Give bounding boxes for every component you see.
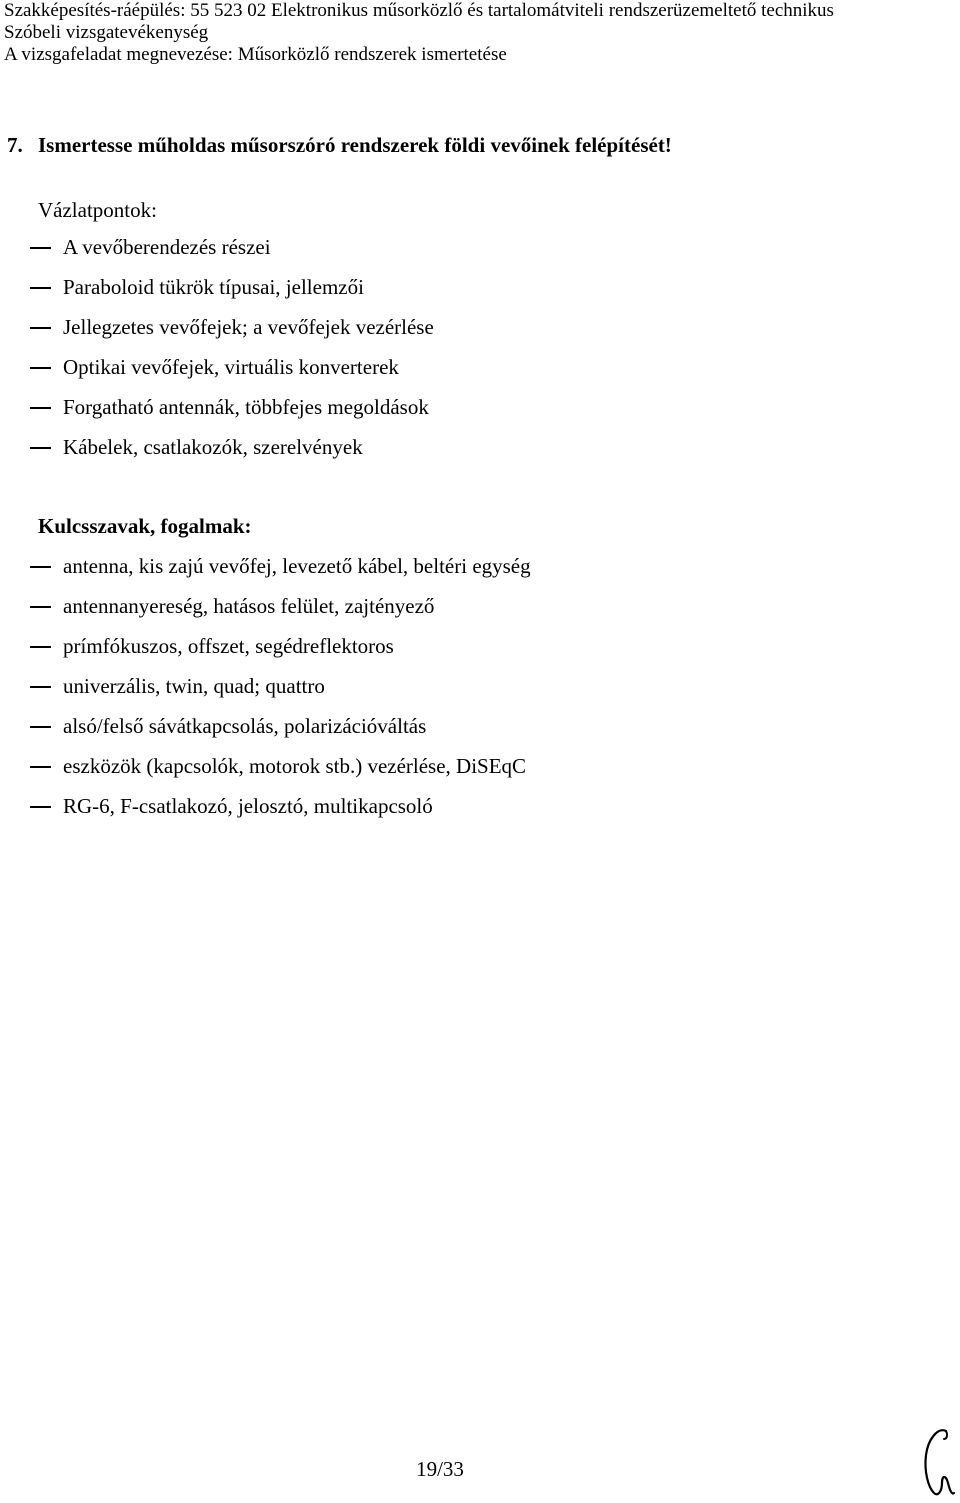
list-item-text: A vevőberendezés részei (63, 235, 271, 259)
dash-bullet (30, 287, 51, 289)
list-item-text: eszközök (kapcsolók, motorok stb.) vezérlése, DiSEqC (63, 754, 527, 778)
list-item-text: Jellegzetes vevőfejek; a vevőfejek vezérlése (63, 315, 434, 339)
list-item-text: Optikai vevőfejek, virtuális konverterek (63, 355, 399, 379)
list-item-text: Kábelek, csatlakozók, szerelvények (63, 435, 363, 459)
dash-bullet (30, 646, 51, 648)
dash-bullet (30, 367, 51, 369)
dash-bullet (30, 407, 51, 409)
question-title (7, 132, 672, 158)
dash-bullet (30, 447, 51, 449)
header-exam-task: A vizsgafeladat megnevezése: Műsorközlő rendszerek ismertetése (4, 44, 507, 65)
question-number: 7. (7, 133, 23, 157)
dash-bullet (30, 726, 51, 728)
list-item-text: antenna, kis zajú vevőfej, levezető kábel, beltéri egység (63, 554, 531, 578)
page-header (4, 0, 954, 66)
list-item-text: RG-6, F-csatlakozó, jelosztó, multikapcsoló (63, 794, 433, 818)
dash-bullet (30, 766, 51, 768)
outline-label: Vázlatpontok: (38, 198, 157, 222)
handwritten-signature (920, 1425, 956, 1499)
header-qualification: Szakképesítés-ráépülés: 55 523 02 Elektronikus műsorközlő és tartalomátviteli rendszerüzemeltető technikus (4, 0, 834, 21)
list-item-text: alsó/felső sávátkapcsolás, polarizációváltás (63, 714, 427, 738)
dash-bullet (30, 327, 51, 329)
header-exam-activity: Szóbeli vizsgatevékenység (4, 22, 209, 43)
question-text: Ismertesse műholdas műsorszóró rendszerek földi vevőinek felépítését! (38, 133, 672, 157)
list-item-text: prímfókuszos, offszet, segédreflektoros (63, 634, 394, 658)
list-item-text: Forgatható antennák, többfejes megoldások (63, 395, 429, 419)
list-item-text: antennanyereség, hatásos felület, zajtényező (63, 594, 435, 618)
list-item-text: univerzális, twin, quad; quattro (63, 674, 325, 698)
dash-bullet (30, 247, 51, 249)
keywords-label: Kulcsszavak, fogalmak: (38, 514, 252, 538)
dash-bullet (30, 606, 51, 608)
page-number: 19/33 (416, 1457, 464, 1481)
dash-bullet (30, 566, 51, 568)
list-item-text: Paraboloid tükrök típusai, jellemzői (63, 275, 364, 299)
dash-bullet (30, 806, 51, 808)
dash-bullet (30, 686, 51, 688)
